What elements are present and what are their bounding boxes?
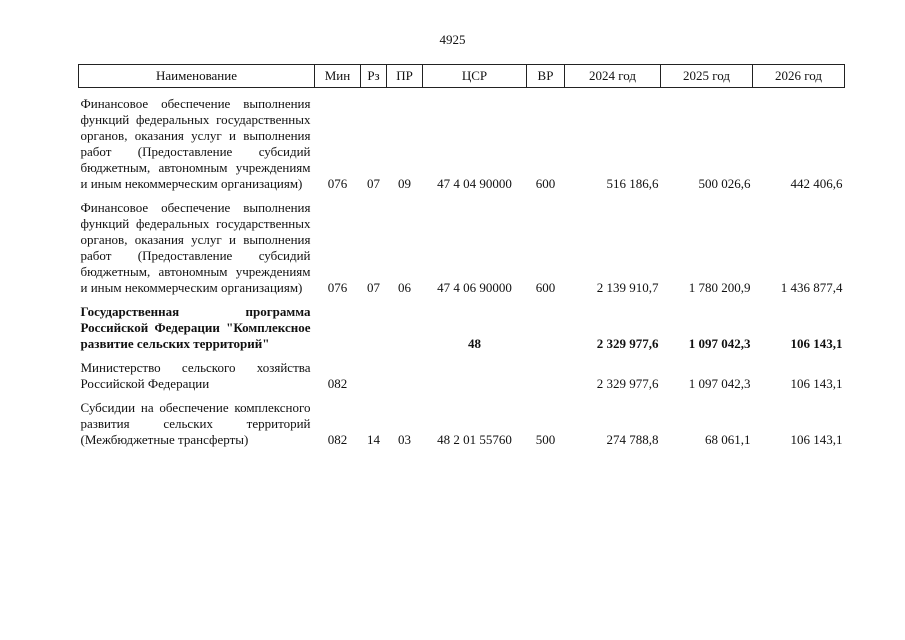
row-csr xyxy=(423,360,527,392)
row-2024: 2 139 910,7 xyxy=(596,280,659,295)
row-vr: 500 xyxy=(535,432,556,447)
row-rz xyxy=(361,360,387,392)
row-2025: 1 780 200,9 xyxy=(688,280,751,295)
header-rz: Рз xyxy=(361,65,387,88)
row-2026: 1 436 877,4 xyxy=(780,280,843,295)
row-rz: 07 xyxy=(367,176,380,191)
row-csr: 48 2 01 55760 xyxy=(437,432,512,447)
row-pr xyxy=(387,360,423,392)
header-min: Мин xyxy=(315,65,361,88)
row-name: Субсидии на обеспечение комплексного развития сельских территорий (Межбюджетные трансферты) xyxy=(80,400,311,447)
row-csr: 47 4 06 90000 xyxy=(437,280,512,295)
table-row xyxy=(79,96,845,192)
header-vr: ВР xyxy=(527,65,565,88)
header-2026: 2026 год xyxy=(753,65,845,88)
row-vr: 600 xyxy=(535,280,556,295)
row-spacer xyxy=(79,392,845,400)
header-2024: 2024 год xyxy=(565,65,661,88)
row-2026: 106 143,1 xyxy=(790,376,843,391)
row-min: 076 xyxy=(327,176,348,191)
row-2026: 106 143,1 xyxy=(790,432,843,447)
row-2026: 442 406,6 xyxy=(790,176,843,191)
row-name: Финансовое обеспечение выполнения функций федеральных государственных органов, оказания услуг и выполнения работ (Предоставление субсидий бюджетным, автономным учреждениям и иным некоммерческим организациям) xyxy=(80,200,311,295)
row-min xyxy=(315,304,361,352)
row-vr xyxy=(527,360,565,392)
row-pr: 06 xyxy=(398,280,411,295)
row-2026: 106 143,1 xyxy=(790,336,843,351)
header-2025: 2025 год xyxy=(661,65,753,88)
row-pr xyxy=(387,304,423,352)
row-2024: 2 329 977,6 xyxy=(596,376,659,391)
table-row xyxy=(79,360,845,392)
table-body xyxy=(79,88,845,449)
row-spacer xyxy=(79,296,845,304)
row-2024: 274 788,8 xyxy=(606,432,659,447)
row-2024: 2 329 977,6 xyxy=(596,336,659,351)
row-vr: 600 xyxy=(535,176,556,191)
row-min: 082 xyxy=(327,432,348,447)
row-spacer xyxy=(79,88,845,97)
row-pr: 09 xyxy=(398,176,411,191)
row-min: 076 xyxy=(327,280,348,295)
page-number: 4925 xyxy=(439,32,466,47)
row-2025: 500 026,6 xyxy=(698,176,751,191)
row-csr: 47 4 04 90000 xyxy=(437,176,512,191)
row-2025: 1 097 042,3 xyxy=(688,336,751,351)
row-rz xyxy=(361,304,387,352)
row-rz: 14 xyxy=(367,432,380,447)
row-spacer xyxy=(79,352,845,360)
row-2024: 516 186,6 xyxy=(606,176,659,191)
table-header xyxy=(79,65,845,88)
row-rz: 07 xyxy=(367,280,380,295)
row-2025: 1 097 042,3 xyxy=(688,376,751,391)
row-name: Финансовое обеспечение выполнения функций федеральных государственных органов, оказания услуг и выполнения работ (Предоставление субсидий бюджетным, автономным учреждениям и иным некоммерческим организациям) xyxy=(80,96,311,191)
row-pr: 03 xyxy=(398,432,411,447)
row-vr xyxy=(527,304,565,352)
row-name: Министерство сельского хозяйства Российской Федерации xyxy=(80,360,311,391)
header-row xyxy=(79,65,845,88)
header-name: Наименование xyxy=(79,65,315,88)
budget-table xyxy=(78,64,845,448)
row-spacer xyxy=(79,192,845,200)
table-row xyxy=(79,200,845,296)
row-2025: 68 061,1 xyxy=(705,432,751,447)
header-pr: ПР xyxy=(387,65,423,88)
table-row-program xyxy=(79,304,845,352)
row-csr: 48 xyxy=(468,336,481,351)
table-row xyxy=(79,400,845,448)
header-csr: ЦСР xyxy=(423,65,527,88)
row-min: 082 xyxy=(327,376,348,391)
row-name: Государственная программа Российской Федерации "Комплексное развитие сельских территорий" xyxy=(80,304,311,351)
